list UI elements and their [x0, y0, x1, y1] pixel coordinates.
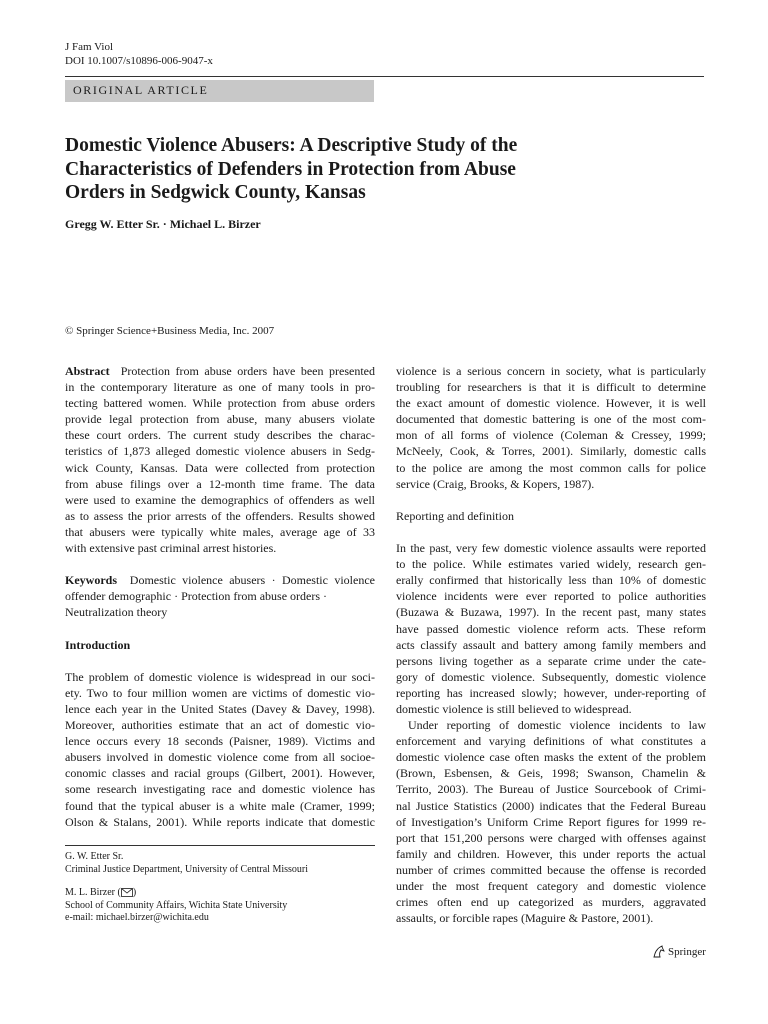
- reporting-paragraph-1: [396, 540, 706, 717]
- left-column: [65, 363, 375, 830]
- reporting-line: persons living together as a separate crime under the cate-: [396, 653, 706, 668]
- abstract-line: these court orders. The current study describes the charac-: [65, 428, 375, 443]
- abstract: [65, 363, 375, 556]
- section-heading-introduction: Introduction: [65, 637, 131, 652]
- reporting-line: enforcement and varying definitions of what constitutes a: [396, 734, 706, 749]
- introduction-paragraph: [65, 669, 375, 830]
- abstract-line: from abuse filings over a 12-month time frame. The data: [65, 476, 375, 491]
- header-rule: [65, 76, 704, 77]
- article-type-badge: [65, 80, 374, 102]
- affiliation-text: School of Community Affairs, Wichita State University: [65, 899, 288, 911]
- reporting-line: nal Justice Statistics (2000) indicates that the Federal Bureau: [396, 798, 706, 813]
- reporting-line: under the most frequent category and domestic violence: [396, 879, 706, 893]
- abstract-line: in the contemporary literature as one of many tools in pro-: [65, 380, 375, 395]
- reporting-line: domestic violence is still believed to widespread.: [396, 701, 632, 716]
- intro-line: ety. Two to four million women are victims of domestic vio-: [65, 685, 375, 700]
- intro-continuation: [396, 363, 706, 492]
- affiliation-name: G. W. Etter Sr.: [65, 851, 124, 862]
- reporting-line: family and children. However, this under reports the actual: [396, 846, 706, 861]
- affiliation-text: Criminal Justice Department, University of Central Missouri: [65, 863, 309, 875]
- article-type-label: ORIGINAL ARTICLE: [73, 83, 209, 97]
- reporting-line: number of crimes committed because the offense is recorded: [396, 862, 706, 877]
- intro-line: abusers involved in domestic violence come from all socioe-: [65, 750, 375, 765]
- abstract-line: as to assess the prior arrests of the offenders. Results showed: [65, 508, 375, 523]
- footnote-rule: [65, 845, 375, 846]
- reporting-line: violence incidents were ever reported to police authorities: [396, 589, 706, 604]
- abstract-line: provide legal protection from abuse, many abusers violate: [65, 412, 375, 427]
- intro-line: some research investigating race and domestic violence has: [65, 782, 375, 797]
- title-line: Orders in Sedgwick County, Kansas: [65, 182, 366, 203]
- intro-line: found that the typical abuser is a white male (Cramer, 1999;: [65, 798, 375, 813]
- reporting-line: crimes often end up categorized as murders, aggravated: [396, 895, 706, 910]
- reporting-line: of Investigation’s Uniform Crime Report figures for 1999 re-: [396, 814, 706, 829]
- keywords-line: Neutralization theory: [65, 605, 168, 620]
- abstract-text: Protection from abuse orders have been presented: [120, 364, 375, 378]
- reporting-line: have passed domestic violence reform acts. These reform: [396, 621, 706, 636]
- reporting-line: domestic violence case often masks the extent of the problem: [396, 750, 706, 765]
- affiliation-name: M. L. Birzer: [65, 887, 115, 898]
- copyright-notice: © Springer Science+Business Media, Inc. 2007: [65, 325, 275, 337]
- title-line: Characteristics of Defenders in Protection from Abuse: [65, 158, 516, 180]
- reporting-line: In the past, very few domestic violence assaults were reported: [396, 541, 706, 556]
- intro-line: The problem of domestic violence is widespread in our soci-: [65, 669, 375, 684]
- intro-cont-line: troubling for researchers is that it is difficult to determine: [396, 380, 706, 395]
- abstract-line: [65, 363, 375, 379]
- keywords-text: Domestic violence abusers · Domestic violence: [129, 573, 375, 588]
- abstract-line: were used to examine the demographics of offenders as well: [65, 492, 375, 507]
- intro-cont-line: service (Craig, Brooks, & Kopers, 1987).: [396, 476, 595, 491]
- intro-line: lence each year in the United States (Davey & Davey, 1998).: [65, 701, 375, 716]
- intro-line: Olson & Stalans, 2001). While reports indicate that domestic: [65, 814, 375, 829]
- author-email-link[interactable]: e-mail: michael.birzer@wichita.edu: [65, 912, 209, 923]
- reporting-line: to the police. While estimates varied widely, research gen-: [396, 557, 706, 572]
- author-list: Gregg W. Etter Sr. · Michael L. Birzer: [65, 217, 261, 231]
- journal-header: [65, 40, 213, 68]
- intro-cont-line: to the police are among the most common calls for police: [396, 460, 706, 475]
- article-doi: DOI 10.1007/s10896-006-9047-x: [65, 55, 213, 67]
- reporting-line: Under reporting of domestic violence incidents to law: [408, 718, 706, 733]
- right-column: [396, 363, 706, 926]
- abstract-line: wick County, Kansas. Data were collected from protection: [65, 460, 375, 475]
- section-heading-reporting: Reporting and definition: [396, 508, 514, 523]
- journal-name: J Fam Viol: [65, 41, 114, 53]
- intro-cont-line: documented that domestic battering is one of the most com-: [396, 412, 706, 427]
- intro-line: conomic classes and racial groups (Gilbert, 2001). However,: [65, 766, 375, 781]
- intro-line: lence occurs every 18 seconds (Paisner, 1989). Victims and: [65, 734, 375, 749]
- reporting-line: assaults, or forcible rapes (Maguire & Pastore, 2001).: [396, 911, 654, 926]
- keywords-line: [65, 572, 375, 588]
- author-affiliation-etter: [65, 851, 375, 876]
- abstract-line: teristics of 1,873 alleged domestic violence abusers in Sedg-: [65, 444, 375, 459]
- abstract-line: that abusers were typically white males, average age of 33: [65, 524, 375, 539]
- abstract-line: with extensive past criminal arrest histories.: [65, 541, 277, 556]
- title-line: Domestic Violence Abusers: A Descriptive Study of the: [65, 135, 518, 156]
- envelope-icon: [121, 888, 133, 897]
- reporting-line: erally confirmed that historically less than 10% of domestic: [396, 573, 706, 588]
- article-title: [65, 134, 625, 205]
- keywords: [65, 572, 375, 620]
- author-affiliation-birzer: [65, 887, 375, 925]
- keywords-line: offender demographic · Protection from abuse orders ·: [65, 589, 328, 604]
- reporting-line: port that 151,200 persons were charged with offenses against: [396, 830, 706, 845]
- intro-cont-line: McNeely, Cook, & Torres, 2001). Similarly, domestic calls: [396, 444, 706, 459]
- springer-horse-icon: [652, 945, 666, 958]
- reporting-line: (Brown, Esbensen, & Geis, 1998; Swanson, Chamelin &: [396, 766, 706, 781]
- intro-line: Moreover, authorities estimate that an act of domestic vio-: [65, 718, 375, 733]
- intro-cont-line: the exact amount of domestic violence. However, it is well: [396, 396, 706, 411]
- abstract-label: Abstract: [65, 364, 110, 378]
- reporting-line: reporting has increased slowly; however, under-reporting of: [396, 685, 706, 700]
- publisher-name: Springer: [668, 945, 706, 958]
- intro-cont-line: violence is a serious concern in society, what is particularly: [396, 364, 706, 378]
- publisher-mark: [652, 945, 706, 958]
- reporting-line: acts classify assault and battery among family members and: [396, 637, 706, 652]
- affiliation-name-line: M. L. Birzer ( ): [65, 887, 137, 898]
- reporting-line: (Buzawa & Buzawa, 1997). In the recent past, many states: [396, 605, 706, 620]
- intro-cont-line: mon of all forms of violence (Coleman & Cressey, 1999;: [396, 428, 706, 443]
- keywords-label: Keywords: [65, 573, 117, 588]
- reporting-line: Territo, 2003). The Bureau of Justice Sourcebook of Crimi-: [396, 782, 706, 797]
- abstract-line: tecting battered women. While protection from abuse orders: [65, 396, 375, 411]
- reporting-paragraph-2: [396, 717, 706, 926]
- reporting-line: gory of domestic violence. Subsequently, domestic violence: [396, 669, 706, 684]
